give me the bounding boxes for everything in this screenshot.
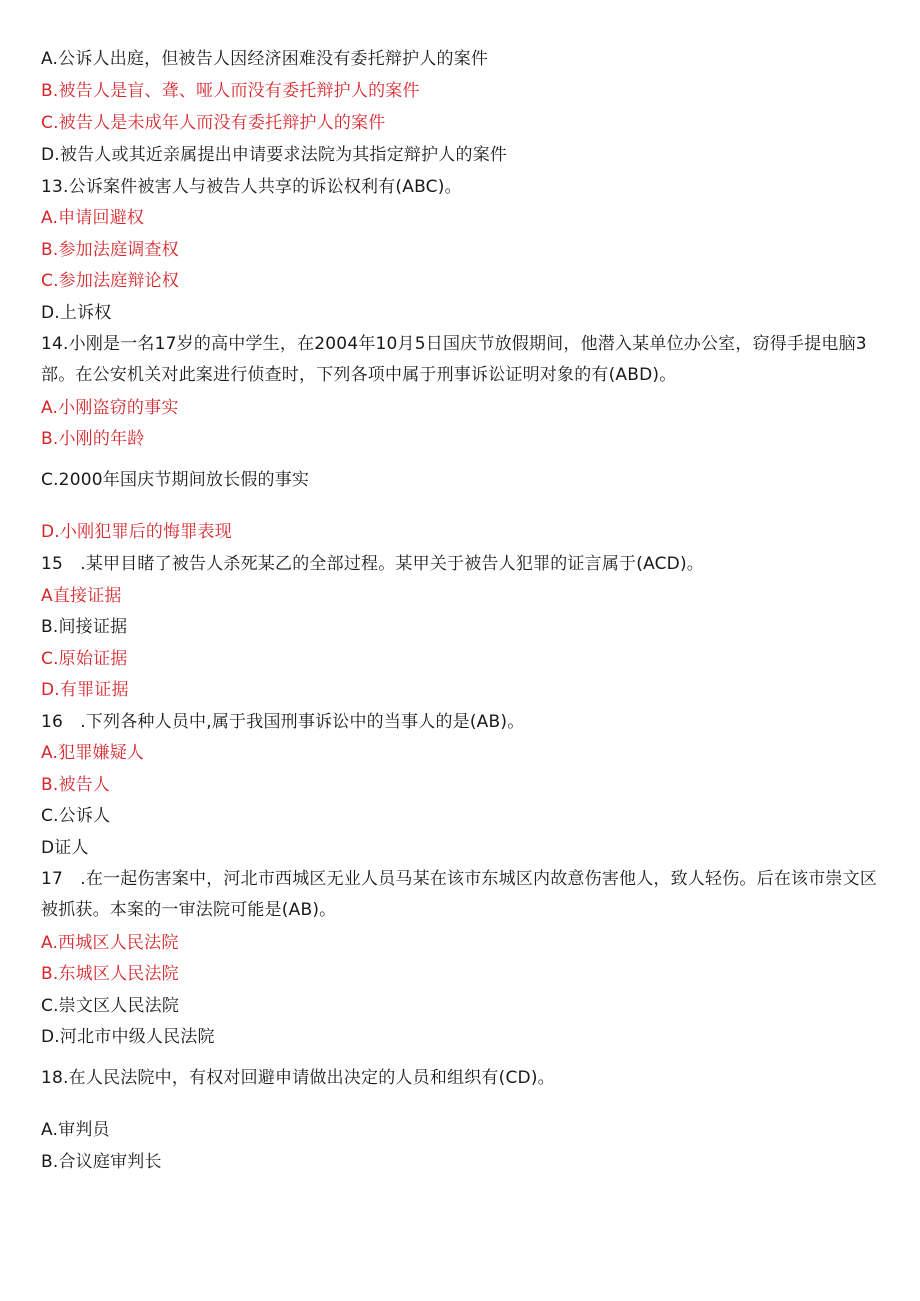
- answer-option-line: D.有罪证据: [41, 680, 129, 700]
- answer-option-line: C.参加法庭辩论权: [41, 271, 180, 291]
- option-line: D.上诉权: [41, 303, 112, 323]
- answer-option-line: C.被告人是未成年人而没有委托辩护人的案件: [41, 113, 386, 133]
- option-line: B.合议庭审判长: [41, 1152, 162, 1172]
- answer-option-line: A.小刚盗窃的事实: [41, 398, 179, 418]
- question-17: 17 .在一起伤害案中，河北市西城区无业人员马某在该市东城区内故意伤害他人，致人轻伤。后在该市崇文区被抓获。本案的一审法院可能是(AB)。: [41, 869, 878, 920]
- answer-option-line: A.犯罪嫌疑人: [41, 743, 145, 763]
- option-line: D.被告人或其近亲属提出申请要求法院为其指定辩护人的案件: [41, 145, 508, 165]
- option-line: D.河北市中级人民法院: [41, 1027, 215, 1047]
- question-13: 13.公诉案件被害人与被告人共享的诉讼权利有(ABC)。: [41, 177, 462, 197]
- answer-option-line: B.参加法庭调查权: [41, 240, 179, 260]
- answer-option-line: B.被告人: [41, 775, 111, 795]
- option-line: A.公诉人出庭，但被告人因经济困难没有委托辩护人的案件: [41, 49, 489, 69]
- answer-option-line: B.东城区人民法院: [41, 964, 179, 984]
- option-line: C.2000年国庆节期间放长假的事实: [41, 470, 310, 490]
- question-18: 18.在人民法院中，有权对回避申请做出决定的人员和组织有(CD)。: [41, 1068, 555, 1088]
- answer-option-line: D.小刚犯罪后的悔罪表现: [41, 522, 232, 542]
- option-line: A.审判员: [41, 1120, 110, 1140]
- option-line: C.公诉人: [41, 806, 111, 826]
- option-line: B.间接证据: [41, 617, 128, 637]
- answer-option-line: A.西城区人民法院: [41, 933, 179, 953]
- question-16: 16 .下列各种人员中,属于我国刑事诉讼中的当事人的是(AB)。: [41, 712, 525, 732]
- question-14: 14.小刚是一名17岁的高中学生，在2004年10月5日国庆节放假期间，他潜入某单位办公室，窃得手提电脑3部。在公安机关对此案进行侦查时，下列各项中属于刑事诉讼证明对象的有(ABD)。: [41, 334, 867, 385]
- answer-option-line: B.小刚的年龄: [41, 429, 145, 449]
- option-line: C.崇文区人民法院: [41, 996, 180, 1016]
- answer-option-line: B.被告人是盲、聋、哑人而没有委托辩护人的案件: [41, 81, 420, 101]
- question-15: 15 .某甲目睹了被告人杀死某乙的全部过程。某甲关于被告人犯罪的证言属于(ACD)。: [41, 554, 704, 574]
- answer-option-line: C.原始证据: [41, 649, 128, 669]
- answer-option-line: A直接证据: [41, 586, 122, 606]
- option-line: D证人: [41, 838, 89, 858]
- answer-option-line: A.申请回避权: [41, 208, 145, 228]
